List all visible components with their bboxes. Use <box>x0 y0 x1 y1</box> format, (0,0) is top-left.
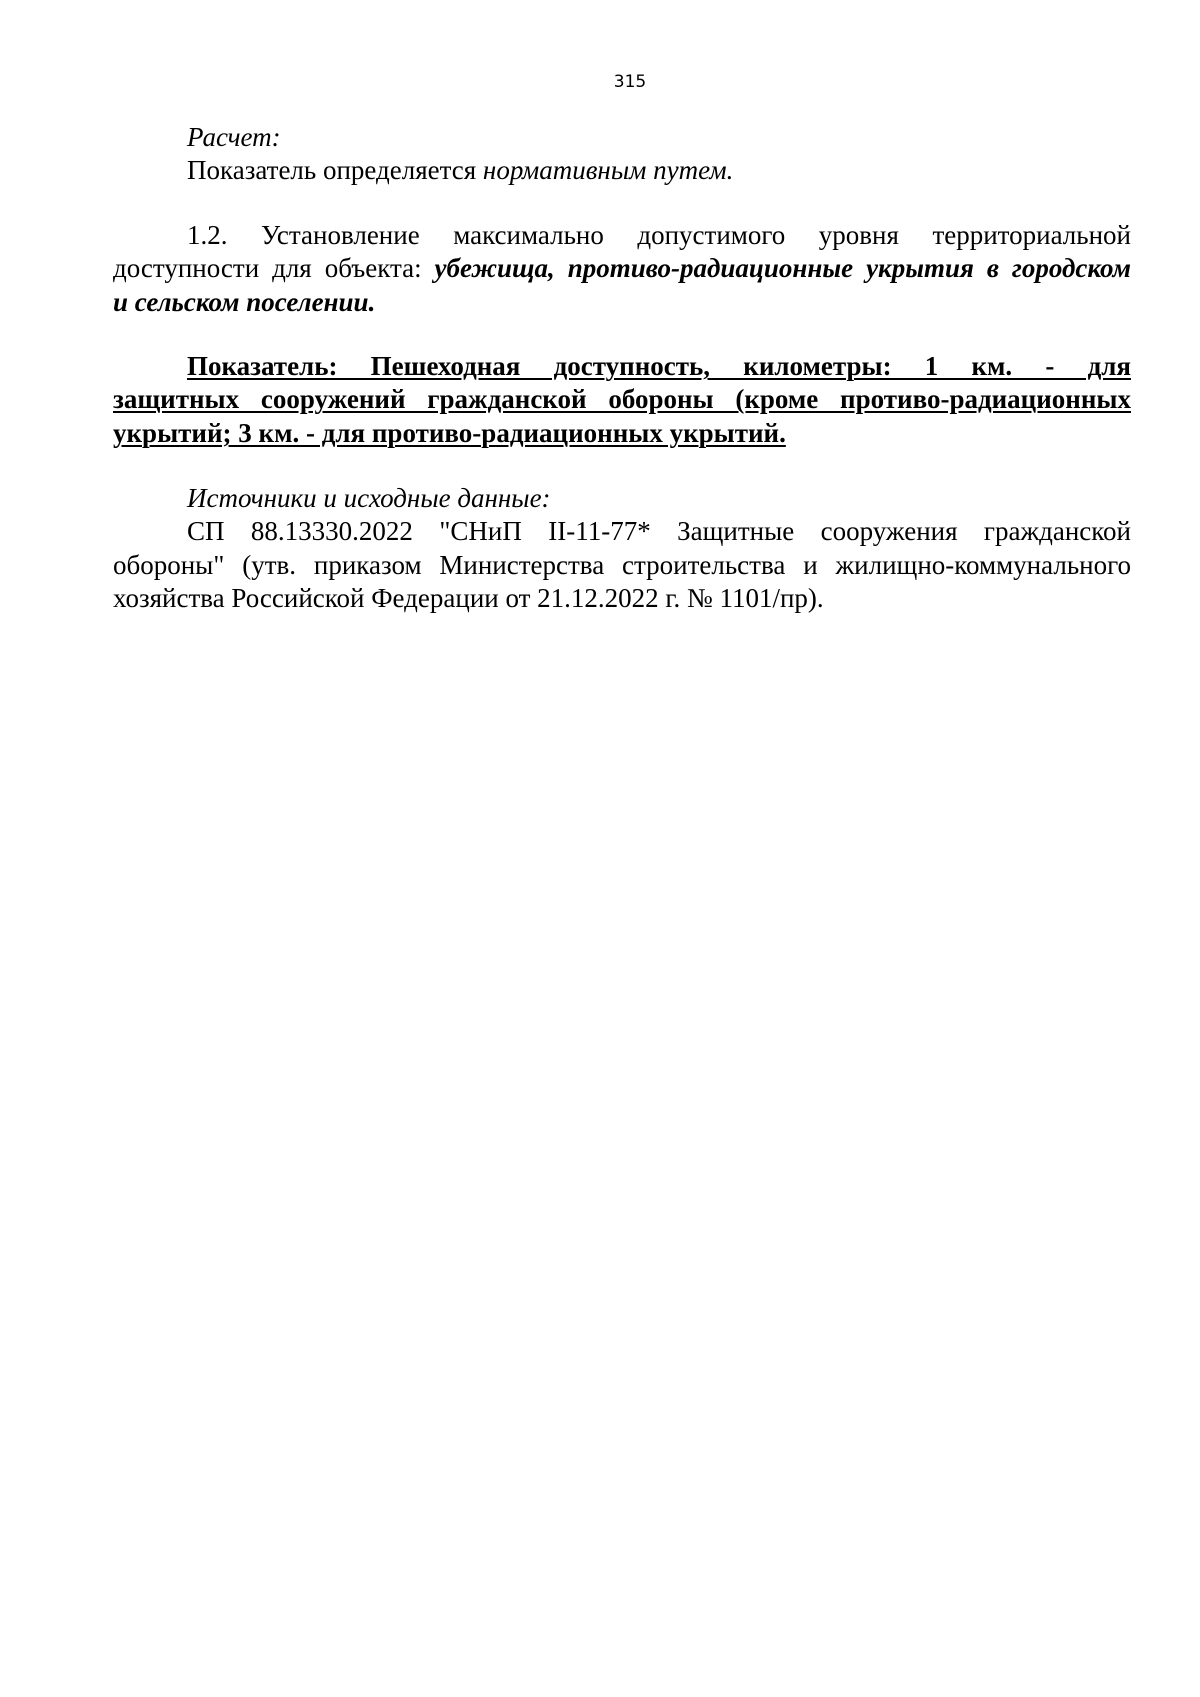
sources-heading: Источники и исходные данные: <box>187 483 551 513</box>
sources-block <box>113 482 1131 615</box>
calculation-block <box>113 121 1131 188</box>
section-line-2-emphasis: убежища, противо-радиационные укрытия в городском <box>434 253 1131 284</box>
indicator-line-3: укрытий; 3 км. - для противо-радиационных укрытий. <box>113 417 786 448</box>
sources-line-3: хозяйства Российской Федерации от 21.12.2022 г. № 1101/пр). <box>113 582 824 613</box>
section-1-2 <box>113 219 1131 319</box>
section-line-1: 1.2. Установление максимально допустимого уровня территориальной <box>187 220 1131 250</box>
calculation-text-italic: нормативным путем. <box>482 155 734 186</box>
indicator-line-1: Показатель: Пешеходная доступность, километры: 1 км. - для <box>187 351 1131 381</box>
calculation-text <box>113 154 1131 187</box>
sources-line-1: СП 88.13330.2022 "СНиП II-11-77* Защитные сооружения гражданской <box>187 516 1131 547</box>
calculation-heading: Расчет: <box>187 122 281 152</box>
indicator-line-2: защитных сооружений гражданской обороны (кроме противо-радиационных <box>113 384 1131 415</box>
sources-line-2: обороны" (утв. приказом Министерства строительства и жилищно-коммунального <box>113 549 1131 580</box>
calculation-text-plain: Показатель определяется <box>187 155 483 186</box>
indicator-block <box>113 350 1131 450</box>
page-number: 315 <box>613 72 647 92</box>
section-line-2-plain: доступности для объекта: <box>113 253 435 284</box>
section-line-3: и сельском поселении. <box>113 286 376 317</box>
section-line-2 <box>113 252 1131 285</box>
